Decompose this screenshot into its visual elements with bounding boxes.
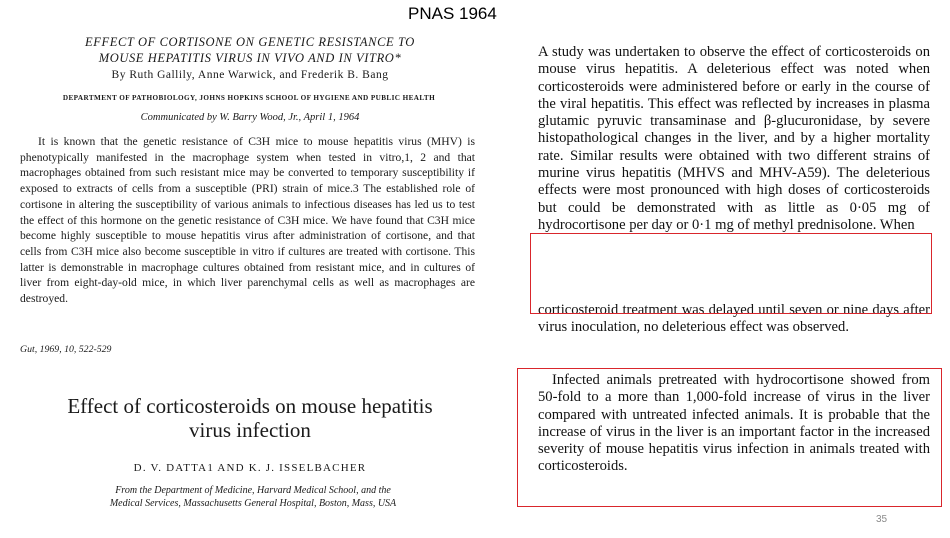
- abstract-paragraph-1: A study was undertaken to observe the effect of corticosteroids on mouse virus hepatitis. A deleterious effect was noted when corticosteroids were administered before or early in the course of the viral hepatitis. This effect was reflected by increases in plasma glutamic pyruvic transaminase and β-glucuronidase, by severe histopathological changes in the liver, and by a higher mortality rate. Similar results were obtained with two different strains of murine virus hepatitis (MHVS and MHV-A59). The deleterious effects were most pronounced with high doses of corticosteroids but could be demonstrated with as little as 0·05 mg of hydrocortisone per day or 0·1 mg of methyl prednisolone. When: [538, 44, 930, 233]
- gut-affiliation: [38, 484, 468, 510]
- pnas-title-line-1: EFFECT OF CORTISONE ON GENETIC RESISTANCE TO: [85, 35, 415, 49]
- highlight-box-dose-effect: [530, 233, 932, 314]
- abstract-paragraph-1-continued: corticosteroid treatment was delayed until seven or nine days after virus inoculation, no deleterious effect was observed.: [538, 302, 930, 336]
- slide-label: PNAS 1964: [408, 4, 497, 23]
- pnas-article-title: [40, 34, 460, 66]
- abstract-paragraph-2: Infected animals pretreated with hydrocortisone showed from 50-fold to a more than 1,000-fold increase of virus in the liver compared with untreated infected animals. It is probable that the increase of virus in the liver is an important factor in the increased severity of mouse hepatitis virus infection in animals treated with corticosteroids.: [538, 372, 930, 475]
- pnas-communicated-line: Communicated by W. Barry Wood, Jr., April 1, 1964: [140, 112, 360, 123]
- gut-authors: D. V. DATTA1 AND K. J. ISSELBACHER: [133, 462, 367, 474]
- pnas-authors: By Ruth Gallily, Anne Warwick, and Frederik B. Bang: [111, 69, 389, 81]
- gut-affiliation-line-2: Medical Services, Massachusetts General Hospital, Boston, Mass, USA: [109, 498, 397, 509]
- gut-citation: Gut, 1969, 10, 522-529: [20, 344, 112, 355]
- page-number: 35: [876, 514, 888, 525]
- highlight-box-virus-increase: [517, 368, 942, 507]
- gut-title-line-1: Effect of corticosteroids on mouse hepatitis: [67, 394, 433, 418]
- gut-affiliation-line-1: From the Department of Medicine, Harvard Medical School, and the: [115, 485, 391, 496]
- gut-article-title: [20, 394, 480, 442]
- pnas-department: DEPARTMENT OF PATHOBIOLOGY, JOHNS HOPKINS SCHOOL OF HYGIENE AND PUBLIC HEALTH: [62, 94, 436, 102]
- pnas-title-line-2: MOUSE HEPATITIS VIRUS IN VIVO AND IN VITRO*: [98, 51, 402, 65]
- pnas-body-text: It is known that the genetic resistance of C3H mice to mouse hepatitis virus (MHV) is phenotypically manifested in the macrophage system when tested in vitro,1, 2 and that macrophages obtained from such resistant mice may be converted to temporary susceptibility if exposed to extracts of cells from a susceptible (PRI) strain of mice.3 The established role of cortisone in altering the susceptibility of various animals to infectious diseases has led us to test the effect of this hormone on the genetic resistance of C3H mice. We have found that C3H mice become highly susceptible to mouse hepatitis virus after administration of cortisone, and that cells from C3H mice also become susceptible in vitro if cultures are treated with cortisone. This latter is demonstrable in macrophage cultures obtained from resistant mice, and in cultures of liver from eight-day-old mice, in which liver parenchymal cells as well as macrophages are destroyed.: [20, 135, 475, 306]
- gut-title-line-2: virus infection: [189, 418, 311, 442]
